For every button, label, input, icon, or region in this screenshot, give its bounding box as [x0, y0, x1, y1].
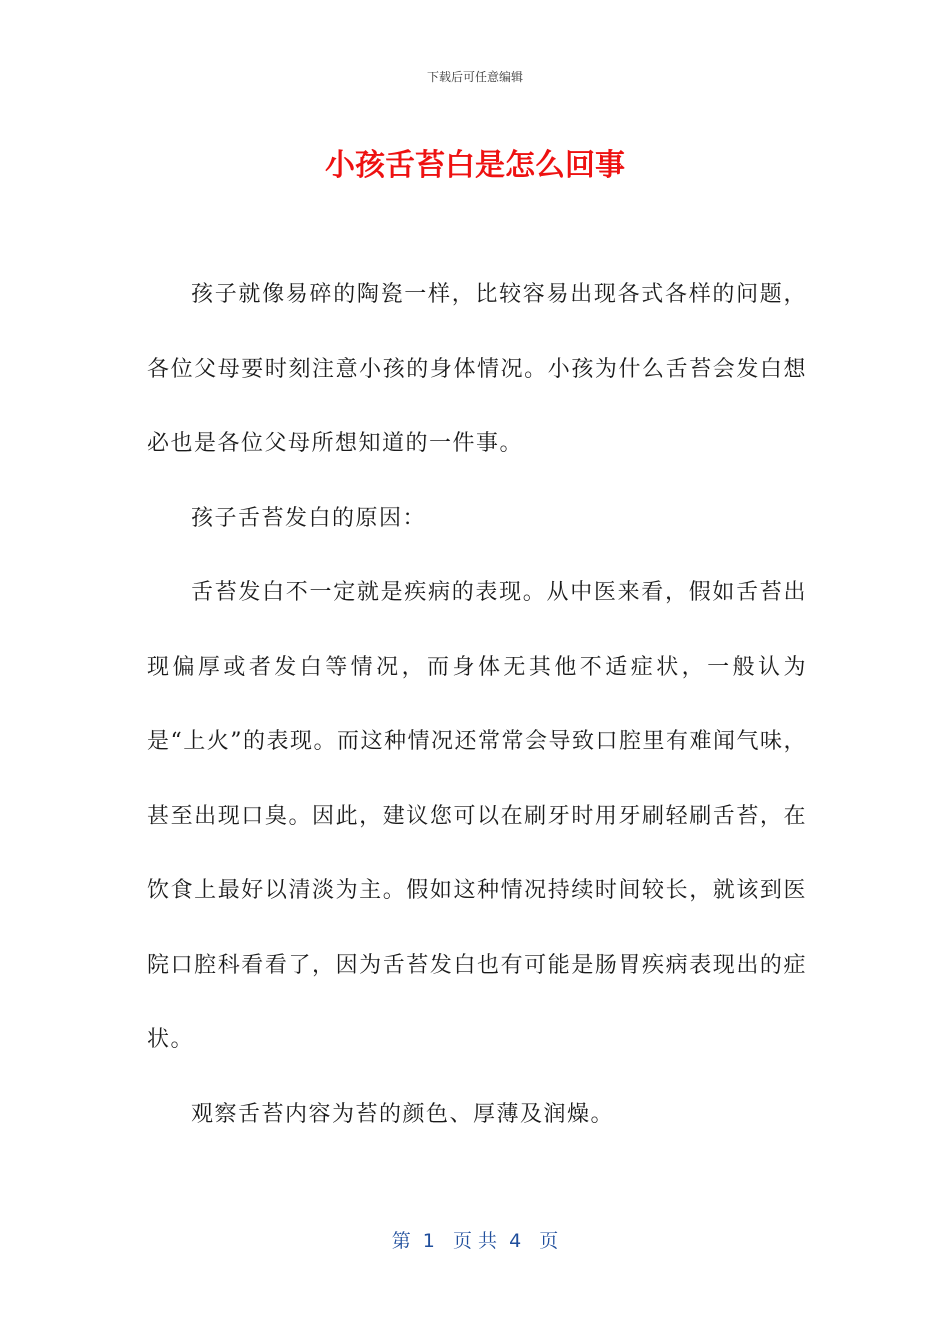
paragraph-observation: 观察舌苔内容为苔的颜色、厚薄及润燥。 — [191, 1101, 615, 1127]
page-number-footer: 第 1 页 共 4 页 — [391, 1230, 559, 1252]
paragraph-intro: 孩子就像易碎的陶瓷一样，比较容易出现各式各样的问题，各位父母要时刻注意小孩的身体情况。小孩为什么舌苔会发白想必也是各位父母所想知道的一件事。 — [147, 282, 807, 456]
document-body — [147, 258, 807, 1152]
paragraph-cause-heading: 孩子舌苔发白的原因： — [191, 505, 427, 531]
paragraph-cause-detail: 舌苔发白不一定就是疾病的表现。从中医来看，假如舌苔出现偏厚或者发白等情况，而身体无其他不适症状，一般认为是“上火”的表现。而这种情况还常常会导致口腔里有难闻气味，甚至出现口臭。因此，建议您可以在刷牙时用牙刷轻刷舌苔，在饮食上最好以清淡为主。假如这种情况持续时间较长，就该到医院口腔科看看了，因为舌苔发白也有可能是肠胃疾病表现出的症状。 — [147, 580, 807, 1052]
header-note: 下载后可任意编辑 — [426, 70, 523, 84]
document-title: 小孩舌苔白是怎么回事 — [325, 148, 625, 183]
